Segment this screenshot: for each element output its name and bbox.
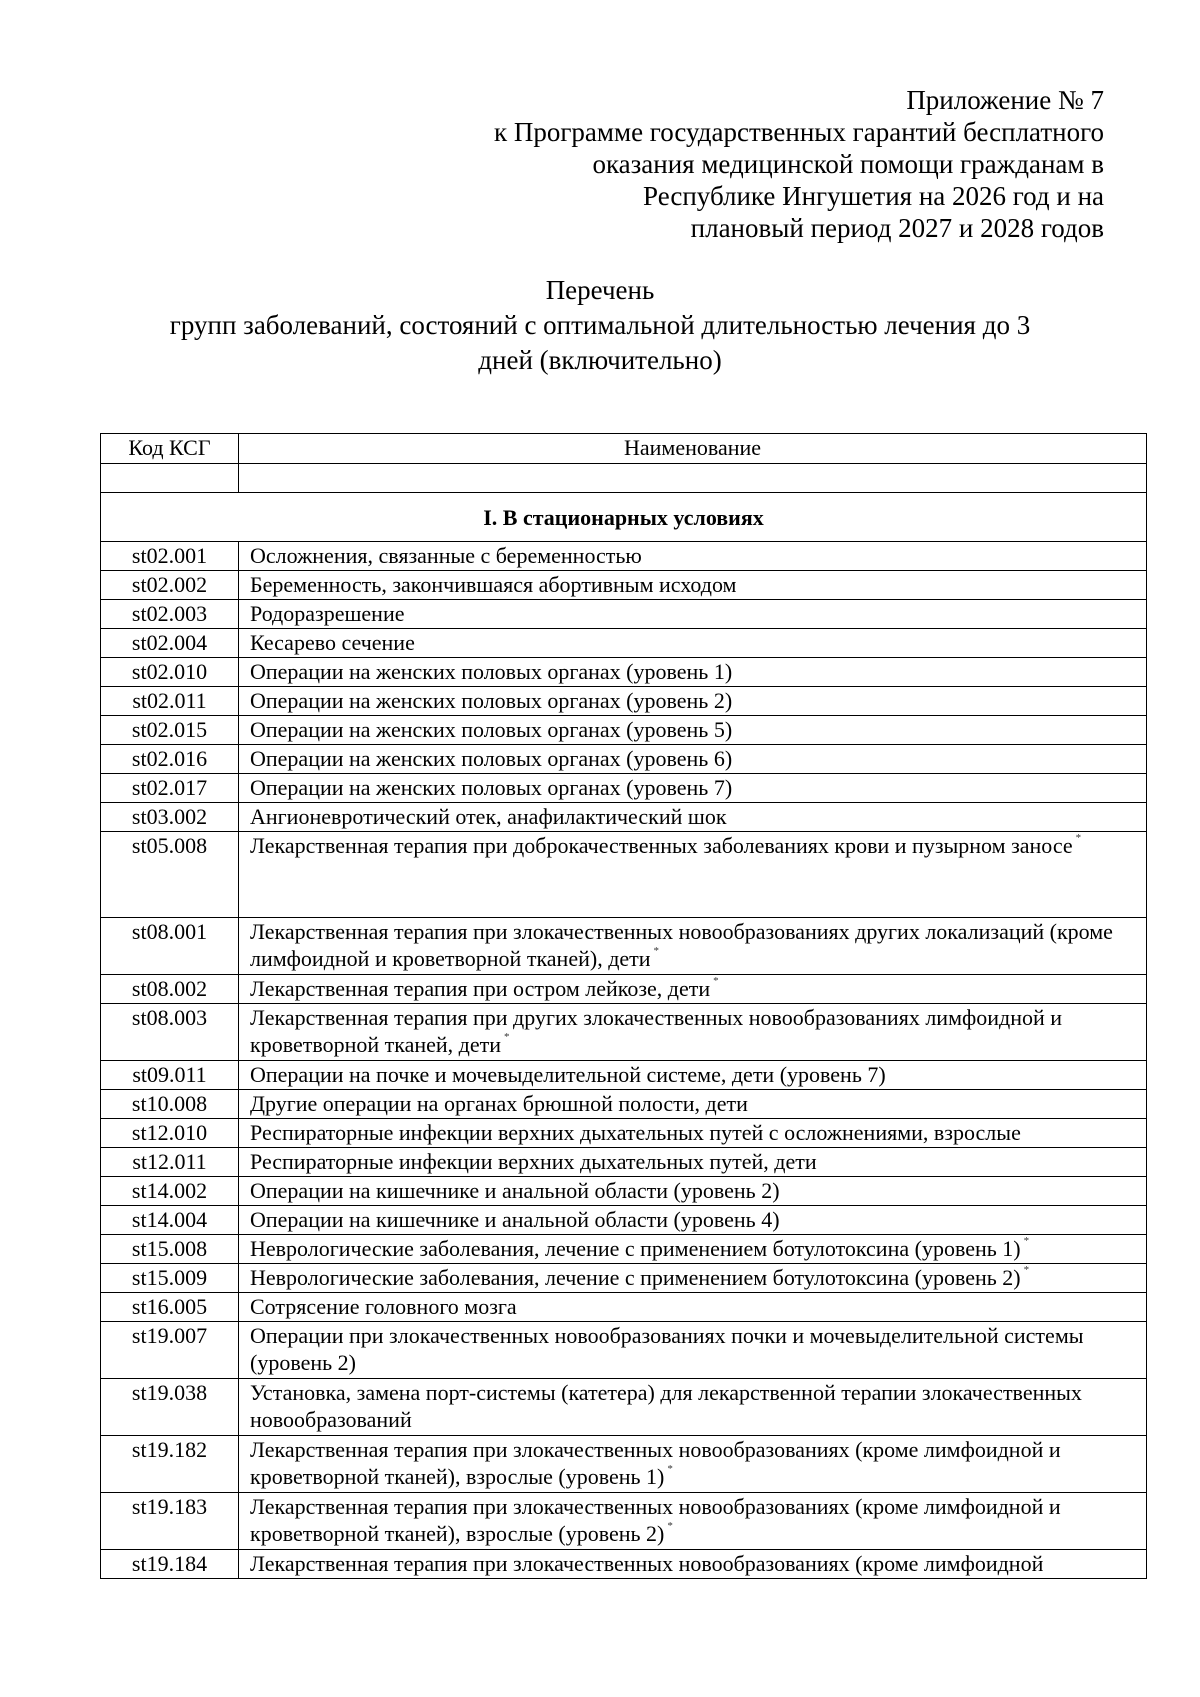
ksg-name-text: Осложнения, связанные с беременностью	[250, 543, 642, 568]
title-line: групп заболеваний, состояний с оптимальной длительностью лечения до 3	[169, 310, 1031, 340]
ksg-name-cell	[239, 1379, 1147, 1436]
footnote-marker: *	[504, 1031, 510, 1043]
ksg-code-cell: st08.002	[101, 975, 239, 1004]
ksg-name-cell	[239, 918, 1147, 975]
table-row	[101, 571, 1147, 600]
ksg-name-text: Операции при злокачественных новообразованиях почки и мочевыделительной системы (уровень 2)	[250, 1323, 1084, 1375]
ksg-name-cell	[239, 1293, 1147, 1322]
ksg-name-text: Лекарственная терапия при злокачественных новообразованиях (кроме лимфоидной	[250, 1551, 1044, 1576]
table-row	[101, 1550, 1147, 1579]
ksg-name-cell	[239, 1061, 1147, 1090]
ksg-name-text: Операции на женских половых органах (уровень 7)	[250, 775, 733, 800]
table-row	[101, 542, 1147, 571]
table-row	[101, 1436, 1147, 1493]
ksg-name-cell	[239, 716, 1147, 745]
ksg-name-cell	[239, 1436, 1147, 1493]
table-row	[101, 774, 1147, 803]
title-line: дней (включительно)	[478, 345, 722, 375]
table-row	[101, 1004, 1147, 1061]
ksg-name-text: Лекарственная терапия при злокачественных новообразованиях (кроме лимфоидной и кроветворной тканей), взрослые (уровень 1)	[250, 1437, 1061, 1489]
ksg-name-text: Беременность, закончившаяся абортивным исходом	[250, 572, 737, 597]
table-row	[101, 803, 1147, 832]
blank-cell	[101, 464, 239, 493]
table-row	[101, 1177, 1147, 1206]
ksg-name-text: Операции на женских половых органах (уровень 1)	[250, 659, 733, 684]
table-row	[101, 1235, 1147, 1264]
ksg-name-text: Сотрясение головного мозга	[250, 1294, 517, 1319]
ksg-table	[100, 433, 1147, 1579]
ksg-name-text: Неврологические заболевания, лечение с применением ботулотоксина (уровень 2)	[250, 1265, 1021, 1290]
ksg-name-cell	[239, 1550, 1147, 1579]
ksg-name-text: Кесарево сечение	[250, 630, 415, 655]
table-row	[101, 600, 1147, 629]
ksg-name-text: Ангионевротический отек, анафилактический шок	[250, 804, 727, 829]
column-header-code: Код КСГ	[101, 434, 239, 464]
ksg-code-cell: st15.008	[101, 1235, 239, 1264]
appendix-line: плановый период 2027 и 2028 годов	[690, 213, 1104, 243]
ksg-code-cell: st15.009	[101, 1264, 239, 1293]
ksg-name-cell	[239, 745, 1147, 774]
ksg-code-cell: st02.004	[101, 629, 239, 658]
ksg-name-cell	[239, 1090, 1147, 1119]
table-row	[101, 687, 1147, 716]
ksg-code-cell: st19.183	[101, 1493, 239, 1550]
ksg-name-text: Лекарственная терапия при злокачественных новообразованиях (кроме лимфоидной и кроветворной тканей), взрослые (уровень 2)	[250, 1494, 1061, 1546]
section-row	[101, 493, 1147, 542]
column-header-name: Наименование	[239, 434, 1147, 464]
ksg-name-cell	[239, 571, 1147, 600]
table-row	[101, 1148, 1147, 1177]
ksg-code-cell: st02.010	[101, 658, 239, 687]
ksg-code-cell: st02.015	[101, 716, 239, 745]
table-row	[101, 1061, 1147, 1090]
ksg-name-cell	[239, 542, 1147, 571]
footnote-marker: *	[1075, 832, 1082, 844]
ksg-code-cell: st14.004	[101, 1206, 239, 1235]
ksg-code-cell: st02.001	[101, 542, 239, 571]
ksg-code-cell: st12.010	[101, 1119, 239, 1148]
table-row	[101, 658, 1147, 687]
ksg-name-text: Операции на кишечнике и анальной области (уровень 4)	[250, 1207, 780, 1232]
footnote-marker: *	[667, 1463, 673, 1475]
ksg-name-text: Операции на женских половых органах (уровень 5)	[250, 717, 733, 742]
ksg-name-text: Операции на почке и мочевыделительной системе, дети (уровень 7)	[250, 1062, 886, 1087]
ksg-code-cell: st12.011	[101, 1148, 239, 1177]
ksg-name-cell	[239, 1206, 1147, 1235]
ksg-name-cell	[239, 1119, 1147, 1148]
ksg-name-text: Лекарственная терапия при злокачественных новообразованиях других локализаций (кроме лимфоидной и кроветворной тканей), дети	[250, 919, 1113, 971]
ksg-name-cell	[239, 1264, 1147, 1293]
table-row	[101, 1090, 1147, 1119]
ksg-name-cell	[239, 1148, 1147, 1177]
table-row	[101, 1322, 1147, 1379]
ksg-name-text: Установка, замена порт-системы (катетера) для лекарственной терапии злокачественных новообразований	[250, 1380, 1082, 1432]
ksg-name-cell	[239, 803, 1147, 832]
table-row	[101, 1264, 1147, 1293]
table-row	[101, 716, 1147, 745]
table-row	[101, 1293, 1147, 1322]
ksg-code-cell: st19.038	[101, 1379, 239, 1436]
ksg-name-cell	[239, 658, 1147, 687]
ksg-name-text: Родоразрешение	[250, 601, 405, 626]
ksg-code-cell: st02.011	[101, 687, 239, 716]
ksg-name-text: Другие операции на органах брюшной полости, дети	[250, 1091, 748, 1116]
ksg-code-cell: st19.182	[101, 1436, 239, 1493]
footnote-marker: *	[653, 945, 660, 957]
ksg-name-text: Лекарственная терапия при других злокачественных новообразованиях лимфоидной и кроветворной тканей, дети	[250, 1005, 1063, 1057]
footnote-marker: *	[1023, 1264, 1030, 1276]
ksg-code-cell: st19.007	[101, 1322, 239, 1379]
table-row	[101, 975, 1147, 1004]
ksg-code-cell: st02.003	[101, 600, 239, 629]
ksg-name-text: Неврологические заболевания, лечение с применением ботулотоксина (уровень 1)	[250, 1236, 1021, 1261]
title-line: Перечень	[545, 275, 655, 305]
ksg-code-cell: st03.002	[101, 803, 239, 832]
ksg-name-cell	[239, 600, 1147, 629]
ksg-code-cell: st02.002	[101, 571, 239, 600]
table-row	[101, 1493, 1147, 1550]
ksg-name-text: Респираторные инфекции верхних дыхательных путей, дети	[250, 1149, 817, 1174]
ksg-name-cell	[239, 1235, 1147, 1264]
table-row	[101, 745, 1147, 774]
ksg-name-cell	[239, 687, 1147, 716]
table-header-row	[101, 434, 1147, 464]
ksg-name-text: Респираторные инфекции верхних дыхательных путей с осложнениями, взрослые	[250, 1120, 1021, 1145]
appendix-line: Республике Ингушетия на 2026 год и на	[643, 181, 1104, 211]
ksg-name-text: Лекарственная терапия при доброкачественных заболеваниях крови и пузырном заносе	[250, 833, 1073, 858]
blank-cell	[239, 464, 1147, 493]
ksg-name-cell	[239, 1493, 1147, 1550]
ksg-name-text: Лекарственная терапия при остром лейкозе, дети	[250, 976, 711, 1001]
section-title: I. В стационарных условиях	[101, 493, 1147, 542]
footnote-marker: *	[1023, 1235, 1030, 1247]
ksg-name-text: Операции на женских половых органах (уровень 2)	[250, 688, 733, 713]
ksg-name-cell	[239, 629, 1147, 658]
ksg-name-cell	[239, 832, 1147, 918]
ksg-code-cell: st08.003	[101, 1004, 239, 1061]
ksg-name-text: Операции на женских половых органах (уровень 6)	[250, 746, 733, 771]
table-row	[101, 1206, 1147, 1235]
appendix-header	[344, 84, 1104, 244]
ksg-code-cell: st02.016	[101, 745, 239, 774]
ksg-name-cell	[239, 1322, 1147, 1379]
table-row	[101, 1119, 1147, 1148]
table-row	[101, 918, 1147, 975]
ksg-name-text: Операции на кишечнике и анальной области (уровень 2)	[250, 1178, 780, 1203]
ksg-name-cell	[239, 1004, 1147, 1061]
appendix-line: к Программе государственных гарантий бесплатного	[493, 117, 1104, 147]
ksg-code-cell: st09.011	[101, 1061, 239, 1090]
ksg-code-cell: st16.005	[101, 1293, 239, 1322]
ksg-name-cell	[239, 774, 1147, 803]
ksg-code-cell: st19.184	[101, 1550, 239, 1579]
document-title	[100, 273, 1100, 378]
ksg-code-cell: st05.008	[101, 832, 239, 918]
ksg-code-cell: st14.002	[101, 1177, 239, 1206]
appendix-line: оказания медицинской помощи гражданам в	[592, 149, 1104, 179]
ksg-code-cell: st02.017	[101, 774, 239, 803]
ksg-code-cell: st10.008	[101, 1090, 239, 1119]
ksg-code-cell: st08.001	[101, 918, 239, 975]
table-row	[101, 1379, 1147, 1436]
table-row	[101, 629, 1147, 658]
ksg-name-cell	[239, 975, 1147, 1004]
appendix-line: Приложение № 7	[906, 85, 1104, 115]
footnote-marker: *	[667, 1520, 673, 1532]
footnote-marker: *	[713, 975, 719, 987]
ksg-name-cell	[239, 1177, 1147, 1206]
table-row	[101, 832, 1147, 918]
table-blank-row	[101, 464, 1147, 493]
